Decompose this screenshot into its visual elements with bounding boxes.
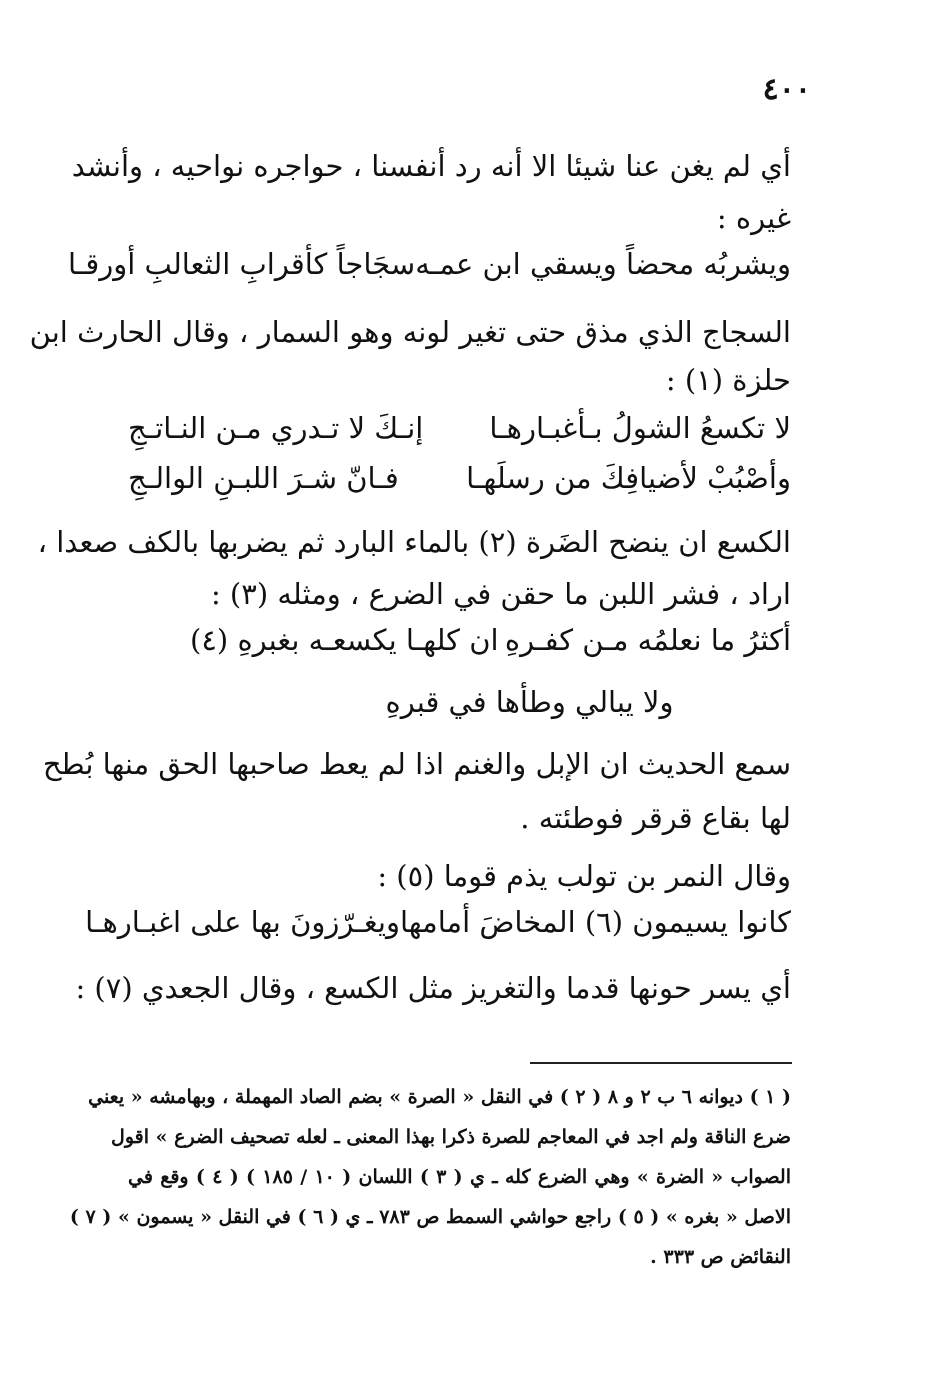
text-line: وقال النمر بن تولب يذم قوما (٥) : (377, 859, 791, 893)
verse (128, 408, 791, 448)
footnote-line: الاصل « بغره » ( ٥ ) راجع حواشي السمط ص ٧٨٣ ـ ي ( ٦ ) في النقل « يسمون » ( ٧ ) (69, 1206, 791, 1228)
verse-line: ولا يبالي وطأها في قبرهِ (385, 685, 674, 719)
text-line: السجاج الذي مذق حتى تغير لونه وهو السمار ، وقال الحارث ابن (29, 315, 791, 349)
verse-first-hemistich: أكثرُ ما نعلمُه مـن كفـرهِ (504, 623, 791, 657)
verse (68, 244, 791, 284)
text-line: لها بقاع قرقر فوطئته . (520, 801, 791, 835)
text-line: الكسع ان ينضح الضَرة (٢) بالماء البارد ثم يضربها بالكف صعدا ، (37, 525, 791, 559)
verse-first-hemistich: كانوا يسيمون (٦) المخاضَ أمامها (399, 905, 791, 939)
verse-second-hemistich: ويغـرّزونَ بها على اغبـارهـا (85, 905, 400, 939)
verse (128, 458, 791, 498)
text-line: حلزة (١) : (665, 363, 791, 397)
verse-second-hemistich: سجَاجاً كأقرابِ الثعالبِ أورقـا (68, 247, 416, 281)
text-line: أي لم يغن عنا شيئا الا أنه رد أنفسنا ، حواجره نواحيه ، وأنشد (71, 149, 791, 183)
verse-first-hemistich: وأصْبُبْ لأضيافِكَ من رسلَهـا (466, 461, 791, 495)
verse-second-hemistich: فـانّ شـرَ اللبـنِ الوالـجِ (128, 461, 399, 495)
verse-first-hemistich: لا تكسعُ الشولُ بـأغبـارهـا (489, 411, 791, 445)
text-line: غيره : (716, 201, 791, 235)
text-line: سمع الحديث ان الإبل والغنم اذا لم يعط صاحبها الحق منها بُطح (42, 747, 791, 781)
footnote-line: النقائض ص ٣٣٣ . (650, 1246, 791, 1268)
footnote-line: الصواب « الضرة » وهي الضرع كله ـ ي ( ٣ ) اللسان ( ١٠ / ١٨٥ ) ( ٤ ) وقع في (128, 1166, 791, 1188)
verse-second-hemistich: إنـكَ لا تـدري مـن النـاتـجِ (128, 411, 424, 445)
text-line: اراد ، فشر اللبن ما حقن في الضرع ، ومثله (٣) : (210, 577, 791, 611)
footnote-line: ضرع الناقة ولم اجد في المعاجم للصرة ذكرا بهذا المعنى ـ لعله تصحيف الضرع » اقول (111, 1126, 791, 1148)
page-number: ٤٠٠ (762, 72, 811, 107)
footnote-line: ( ١ ) ديوانه ٦ ب ٢ و ٨ ( ٢ ) في النقل « الصرة » بضم الصاد المهملة ، وبهامشه « يعني (88, 1086, 791, 1108)
footnote-separator (530, 1062, 792, 1064)
verse-first-hemistich: ويشربُه محضاً ويسقي ابن عمـه (415, 247, 791, 281)
text-line: أي يسر حونها قدما والتغريز مثل الكسع ، وقال الجعدي (٧) : (75, 971, 791, 1005)
verse (190, 620, 791, 660)
verse-second-hemistich: ان كلهـا يكسعـه بغبرهِ (٤) (190, 623, 499, 657)
verse (85, 902, 791, 942)
